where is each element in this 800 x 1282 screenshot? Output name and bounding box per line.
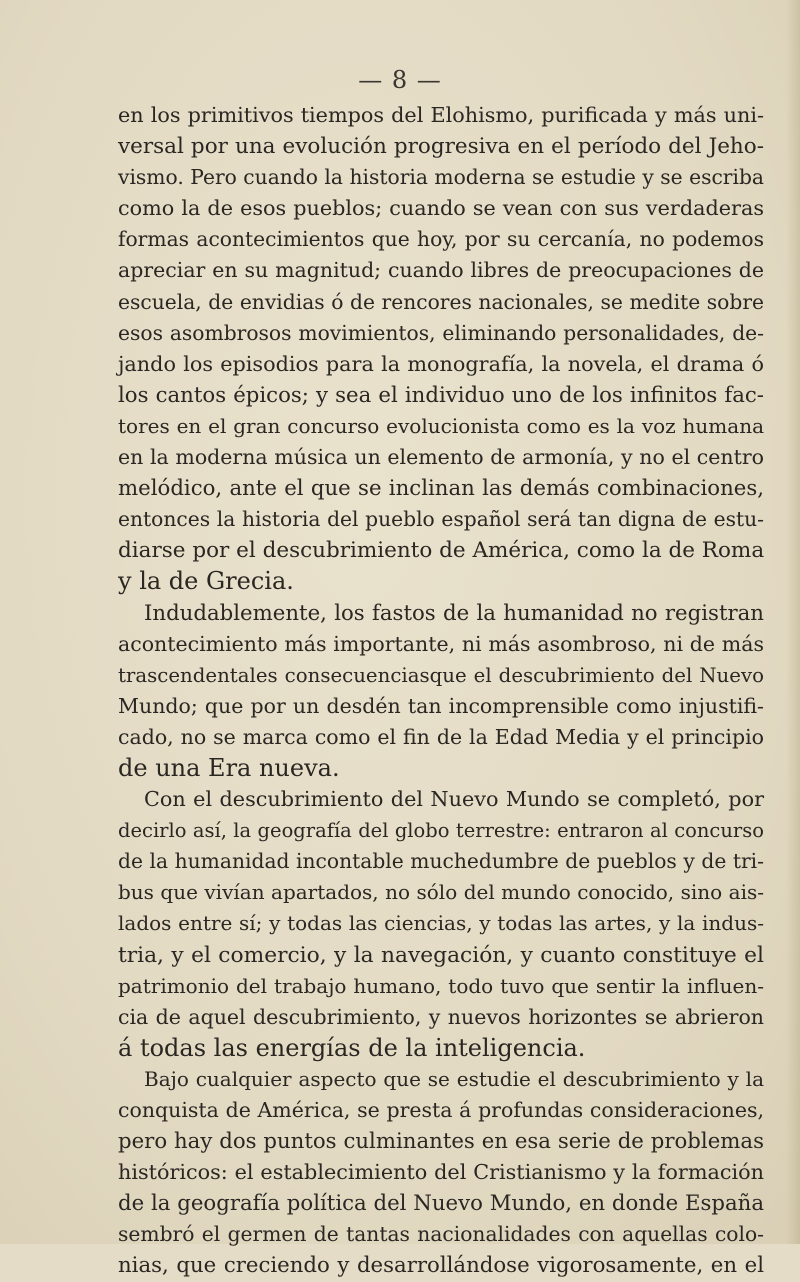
text-line: sembró el germen de tantas nacionalidades con aquellas colo- xyxy=(118,1222,764,1247)
page-number: — 8 — xyxy=(358,66,442,94)
text-line: vismo. Pero cuando la historia moderna se estudie y se escriba xyxy=(118,165,764,190)
text-line: decirlo así, la geografía del globo terrestre: entraron al concurso xyxy=(118,819,764,843)
text-line: bus que vivían apartados, no sólo del mundo conocido, sino ais- xyxy=(118,880,764,905)
text-line: jando los episodios para la monografía, la novela, el drama ó xyxy=(118,351,764,376)
text-line: lados entre sí; y todas las ciencias, y todas las artes, y la indus- xyxy=(118,911,764,936)
text-line: trascendentales consecuenciasque el descubrimiento del Nuevo xyxy=(118,663,764,687)
text-line: de la humanidad incontable muchedumbre de pueblos y de tri- xyxy=(118,849,764,874)
text-line: diarse por el descubrimiento de América, como la de Roma xyxy=(118,538,765,564)
paragraph-end-line: y la de Grecia. xyxy=(118,567,294,596)
text-line: tores en el gran concurso evolucionista como es la voz humana xyxy=(118,413,764,438)
paragraph-first-line: Con el descubrimiento del Nuevo Mundo se completó, por xyxy=(144,787,764,812)
text-line: versal por una evolución progresiva en el período del Jeho- xyxy=(118,134,764,160)
text-line: cado, no se marca como el fin de la Edad Media y el principio xyxy=(118,724,764,749)
text-line: de la geografía política del Nuevo Mundo, en donde España xyxy=(118,1191,764,1217)
text-line: acontecimiento más importante, ni más asombroso, ni de más xyxy=(118,631,764,656)
text-line: en la moderna música un elemento de armonía, y no el centro xyxy=(118,445,764,470)
body-text xyxy=(118,100,764,1282)
text-line: como la de esos pueblos; cuando se vean con sus verdaderas xyxy=(118,196,764,221)
paragraph-first-line: Indudablemente, los fastos de la humanidad no registran xyxy=(144,600,764,626)
text-line: los cantos épicos; y sea el individuo uno de los infinitos fac- xyxy=(118,382,764,408)
paragraph-first-line: Bajo cualquier aspecto que se estudie el descubrimiento y la xyxy=(144,1066,764,1091)
text-line: cia de aquel descubrimiento, y nuevos horizontes se abrieron xyxy=(118,1004,764,1029)
text-line: conquista de América, se presta á profundas consideraciones, xyxy=(118,1098,764,1122)
text-line: apreciar en su magnitud; cuando libres de preocupaciones de xyxy=(118,258,764,283)
paragraph-end-line: de una Era nueva. xyxy=(118,753,340,782)
text-line: esos asombrosos movimientos, eliminando personalidades, de- xyxy=(118,320,764,345)
text-line: melódico, ante el que se inclinan las demás combinaciones, xyxy=(118,476,764,502)
text-line: históricos: el establecimiento del Cristianismo y la formación xyxy=(118,1160,764,1185)
text-line: pero hay dos puntos culminantes en esa serie de problemas xyxy=(118,1129,764,1155)
text-line: Mundo; que por un desdén tan incomprensible como injustifi- xyxy=(118,693,764,718)
page-edge-shadow xyxy=(786,0,800,1244)
text-line: en los primitivos tiempos del Elohismo, purificada y más uni- xyxy=(118,103,764,127)
text-line: tria, y el comercio, y la navegación, y cuanto constituye el xyxy=(118,942,764,968)
paragraph-end-line: á todas las energías de la inteligencia. xyxy=(118,1033,586,1062)
text-line: entonces la historia del pueblo español será tan digna de estu- xyxy=(118,507,764,532)
text-line: patrimonio del trabajo humano, todo tuvo que sentir la influen- xyxy=(118,973,764,998)
text-line: escuela, de envidias ó de rencores nacionales, se medite sobre xyxy=(118,289,764,314)
text-line: nias, que creciendo y desarrollándose vigorosamente, en el xyxy=(118,1253,764,1279)
text-line: formas acontecimientos que hoy, por su cercanía, no podemos xyxy=(118,227,764,252)
